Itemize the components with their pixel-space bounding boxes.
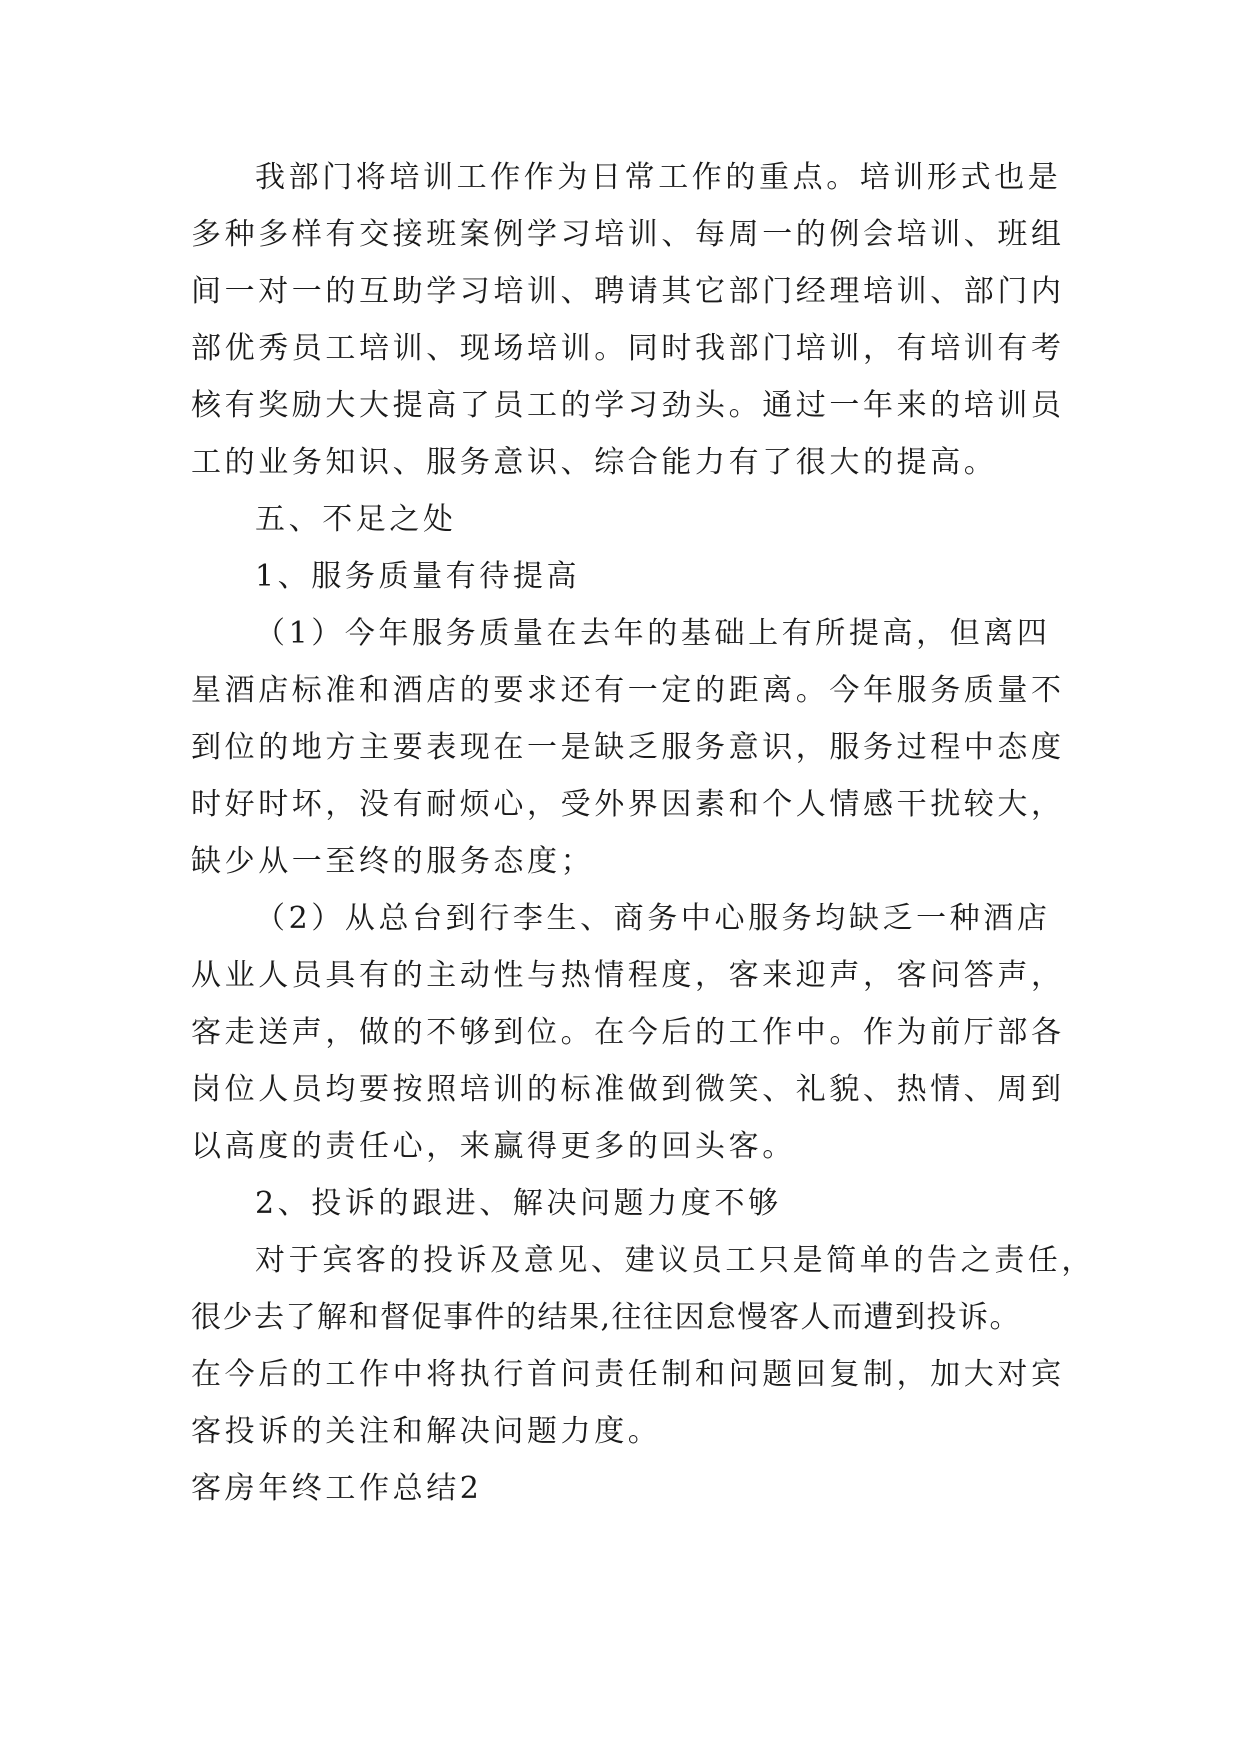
paragraph-line: 间一对一的互助学习培训、聘请其它部门经理培训、部门内	[191, 274, 1065, 309]
subsection-heading: 1、服务质量有待提高	[255, 559, 581, 594]
paragraph-line: 缺少从一至终的服务态度；	[191, 844, 595, 879]
paragraph-line: 星酒店标准和酒店的要求还有一定的距离。今年服务质量不	[191, 673, 1065, 708]
paragraph-line: 核有奖励大大提高了员工的学习劲头。通过一年来的培训员	[191, 388, 1065, 423]
paragraph-line: 我部门将培训工作作为日常工作的重点。培训形式也是	[255, 160, 1062, 195]
paragraph-line: 客走送声，做的不够到位。在今后的工作中。作为前厅部各	[191, 1015, 1065, 1050]
paragraph-line: （2）从总台到行李生、商务中心服务均缺乏一种酒店	[255, 901, 1051, 936]
paragraph-line: 在今后的工作中将执行首问责任制和问题回复制，加大对宾	[191, 1357, 1065, 1392]
paragraph-line: 多种多样有交接班案例学习培训、每周一的例会培训、班组	[191, 217, 1065, 252]
section-heading: 五、不足之处	[255, 502, 457, 537]
paragraph-line: （1）今年服务质量在去年的基础上有所提高，但离四	[255, 616, 1051, 651]
document-title: 客房年终工作总结2	[191, 1471, 483, 1506]
paragraph-line: 岗位人员均要按照培训的标准做到微笑、礼貌、热情、周到	[191, 1072, 1065, 1107]
subsection-heading: 2、投诉的跟进、解决问题力度不够	[255, 1186, 782, 1221]
paragraph-line: 以高度的责任心，来赢得更多的回头客。	[191, 1129, 796, 1164]
paragraph-line: 工的业务知识、服务意识、综合能力有了很大的提高。	[191, 445, 998, 480]
paragraph-line: 很少去了解和督促事件的结果,往往因怠慢客人而遭到投诉。	[191, 1300, 1022, 1335]
paragraph-line: 到位的地方主要表现在一是缺乏服务意识，服务过程中态度	[191, 730, 1065, 765]
paragraph-line: 部优秀员工培训、现场培训。同时我部门培训，有培训有考	[191, 331, 1065, 366]
paragraph-line: 客投诉的关注和解决问题力度。	[191, 1414, 662, 1449]
paragraph-line: 对于宾客的投诉及意见、建议员工只是简单的告之责任，	[255, 1243, 1095, 1278]
paragraph-line: 时好时坏，没有耐烦心，受外界因素和个人情感干扰较大，	[191, 787, 1065, 822]
paragraph-line: 从业人员具有的主动性与热情程度，客来迎声，客问答声，	[191, 958, 1065, 993]
